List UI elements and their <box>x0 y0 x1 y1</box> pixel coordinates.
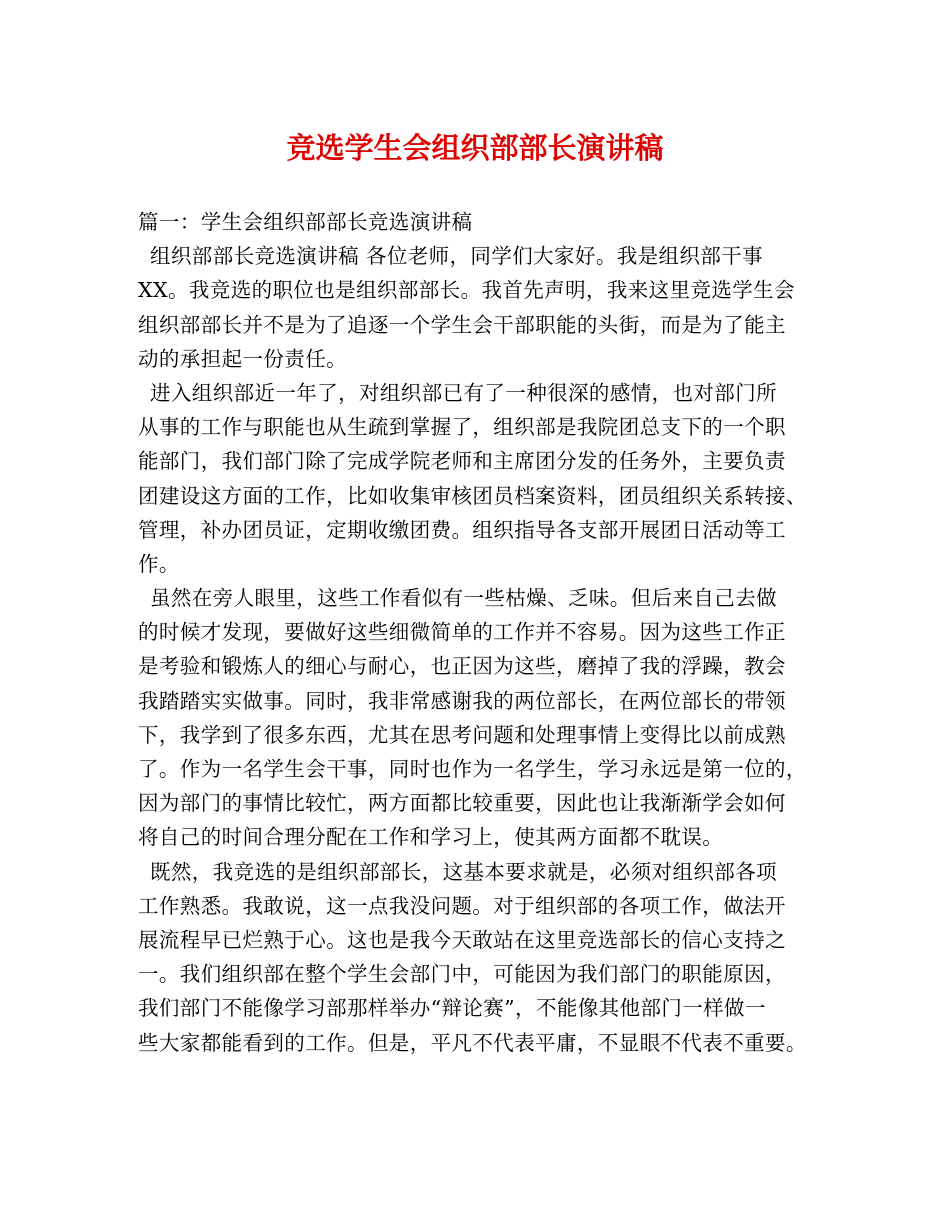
paragraph-line: 因为部门的事情比较忙，两方面都比较重要，因此也让我渐渐学会如何 <box>138 791 786 816</box>
paragraph-line: 了。作为一名学生会干事，同时也作为一名学生，学习永远是第一位的， <box>138 757 807 781</box>
paragraph-line: 将自己的时间合理分配在工作和学习上，使其两方面都不耽误。 <box>138 825 724 850</box>
paragraph-line: 组织部部长竞选演讲稿 各位老师，同学们大家好。我是组织部干事 <box>150 244 764 269</box>
paragraph-line: 一。我们组织部在整个学生会部门中，可能因为我们部门的职能原因， <box>138 962 786 987</box>
paragraph-line: 团建设这方面的工作，比如收集审核团员档案资料，团员组织关系转接、 <box>138 483 807 508</box>
paragraph-line: 管理，补办团员证，定期收缴团费。组织指导各支部开展团日活动等工 <box>138 517 786 542</box>
paragraph-line: 展流程早已烂熟于心。这也是我今天敢站在这里竞选部长的信心支持之 <box>138 927 786 952</box>
paragraph-line: 能部门，我们部门除了完成学院老师和主席团分发的任务外，主要负责 <box>138 449 786 474</box>
paragraph-line: 组织部部长并不是为了追逐一个学生会干部职能的头街，而是为了能主 <box>138 312 786 337</box>
paragraph-line: 我们部门不能像学习部那样举办“辩论赛”，不能像其他部门一样做一 <box>138 996 766 1021</box>
paragraph-line: 我踏踏实实做事。同时，我非常感谢我的两位部长，在两位部长的带领 <box>138 688 786 713</box>
section-heading: 篇一：学生会组织部部长竞选演讲稿 <box>138 210 473 234</box>
paragraph-line: 从事的工作与职能也从生疏到掌握了，组织部是我院团总支下的一个职 <box>138 415 786 440</box>
paragraph-line: 既然，我竞选的是组织部部长，这基本要求就是，必须对组织部各项 <box>150 859 777 884</box>
paragraph-line: 下，我学到了很多东西，尤其在思考问题和处理事情上变得比以前成熟 <box>138 722 786 747</box>
document-body <box>138 205 838 1060</box>
document-title: 竞选学生会组织部部长演讲稿 <box>286 131 664 165</box>
paragraph-line: 工作熟悉。我敢说，这一点我没问题。对于组织部的各项工作，做法开 <box>138 893 786 918</box>
paragraph-line: 动的承担起一份责任。 <box>138 346 347 371</box>
paragraph-line: 虽然在旁人眼里，这些工作看似有一些枯燥、乏味。但后来自己去做 <box>150 586 777 611</box>
paragraph-line: XX。我竞选的职位也是组织部部长。我首先声明，我来这里竞选学生会 <box>138 278 795 303</box>
paragraph-line: 是考验和锻炼人的细心与耐心，也正因为这些，磨掉了我的浮躁，教会 <box>138 654 786 679</box>
paragraph-line: 些大家都能看到的工作。但是，平凡不代表平庸，不显眼不代表不重要。 <box>138 1030 807 1055</box>
paragraph-line: 作。 <box>138 551 180 576</box>
paragraph-line: 进入组织部近一年了，对组织部已有了一种很深的感情，也对部门所 <box>150 380 777 405</box>
paragraph-line: 的时候才发现，要做好这些细微简单的工作并不容易。因为这些工作正 <box>138 620 786 645</box>
